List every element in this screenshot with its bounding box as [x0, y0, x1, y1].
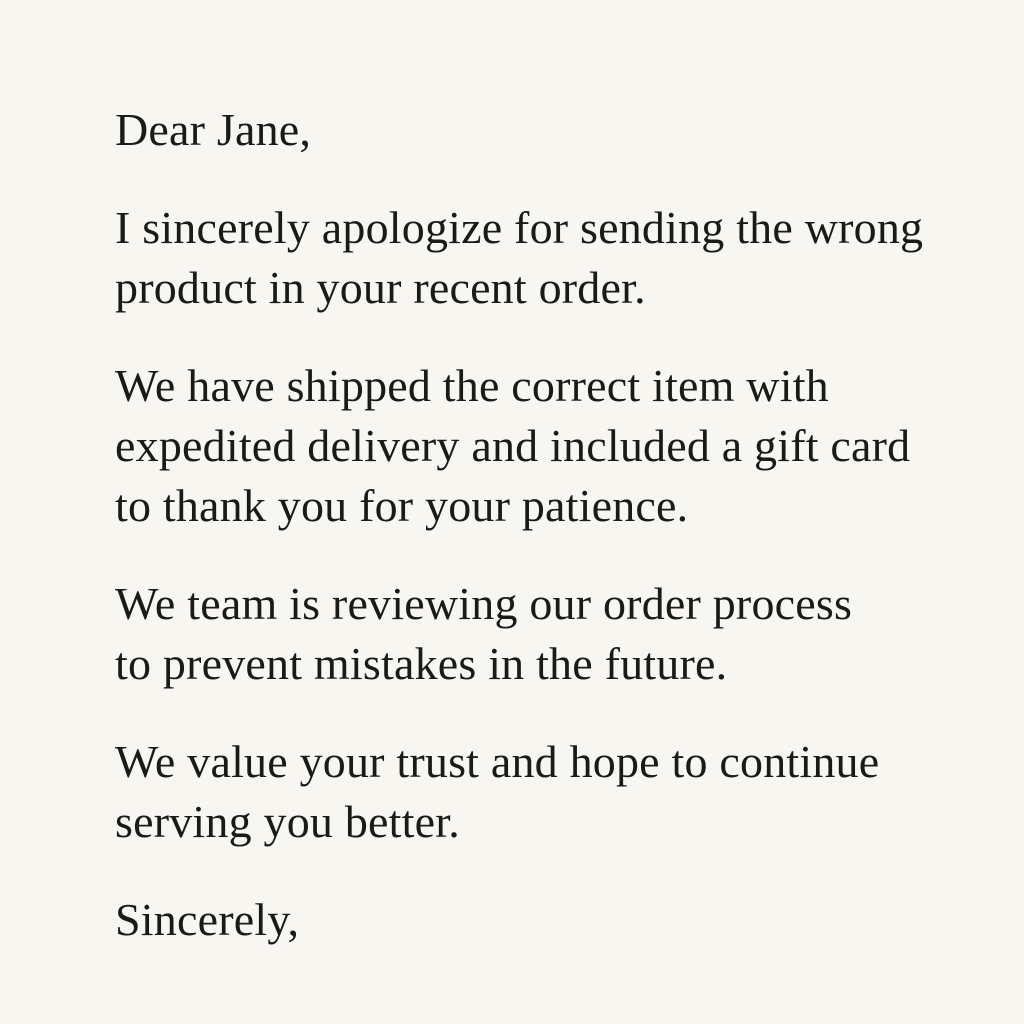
salutation-text: Dear Jane, [115, 104, 312, 155]
closing-text: Sincerely, [115, 894, 300, 945]
paragraph-line: I sincerely apologize for sending the wrong [115, 202, 924, 253]
letter-paragraph [115, 198, 964, 318]
letter-salutation [115, 100, 964, 160]
letter-closing [115, 890, 964, 950]
letter-paragraph [115, 356, 964, 536]
letter-paragraph [115, 732, 964, 852]
paragraph-line: serving you better. [115, 796, 460, 847]
letter-paragraph [115, 574, 964, 694]
paragraph-line: to prevent mistakes in the future. [115, 638, 728, 689]
paragraph-line: to thank you for your patience. [115, 480, 689, 531]
paragraph-line: We value your trust and hope to continue [115, 736, 880, 787]
paragraph-line: product in your recent order. [115, 262, 646, 313]
paragraph-line: We have shipped the correct item with [115, 360, 829, 411]
paragraph-line: We team is reviewing our order process [115, 578, 853, 629]
paragraph-line: expedited delivery and included a gift card [115, 420, 911, 471]
